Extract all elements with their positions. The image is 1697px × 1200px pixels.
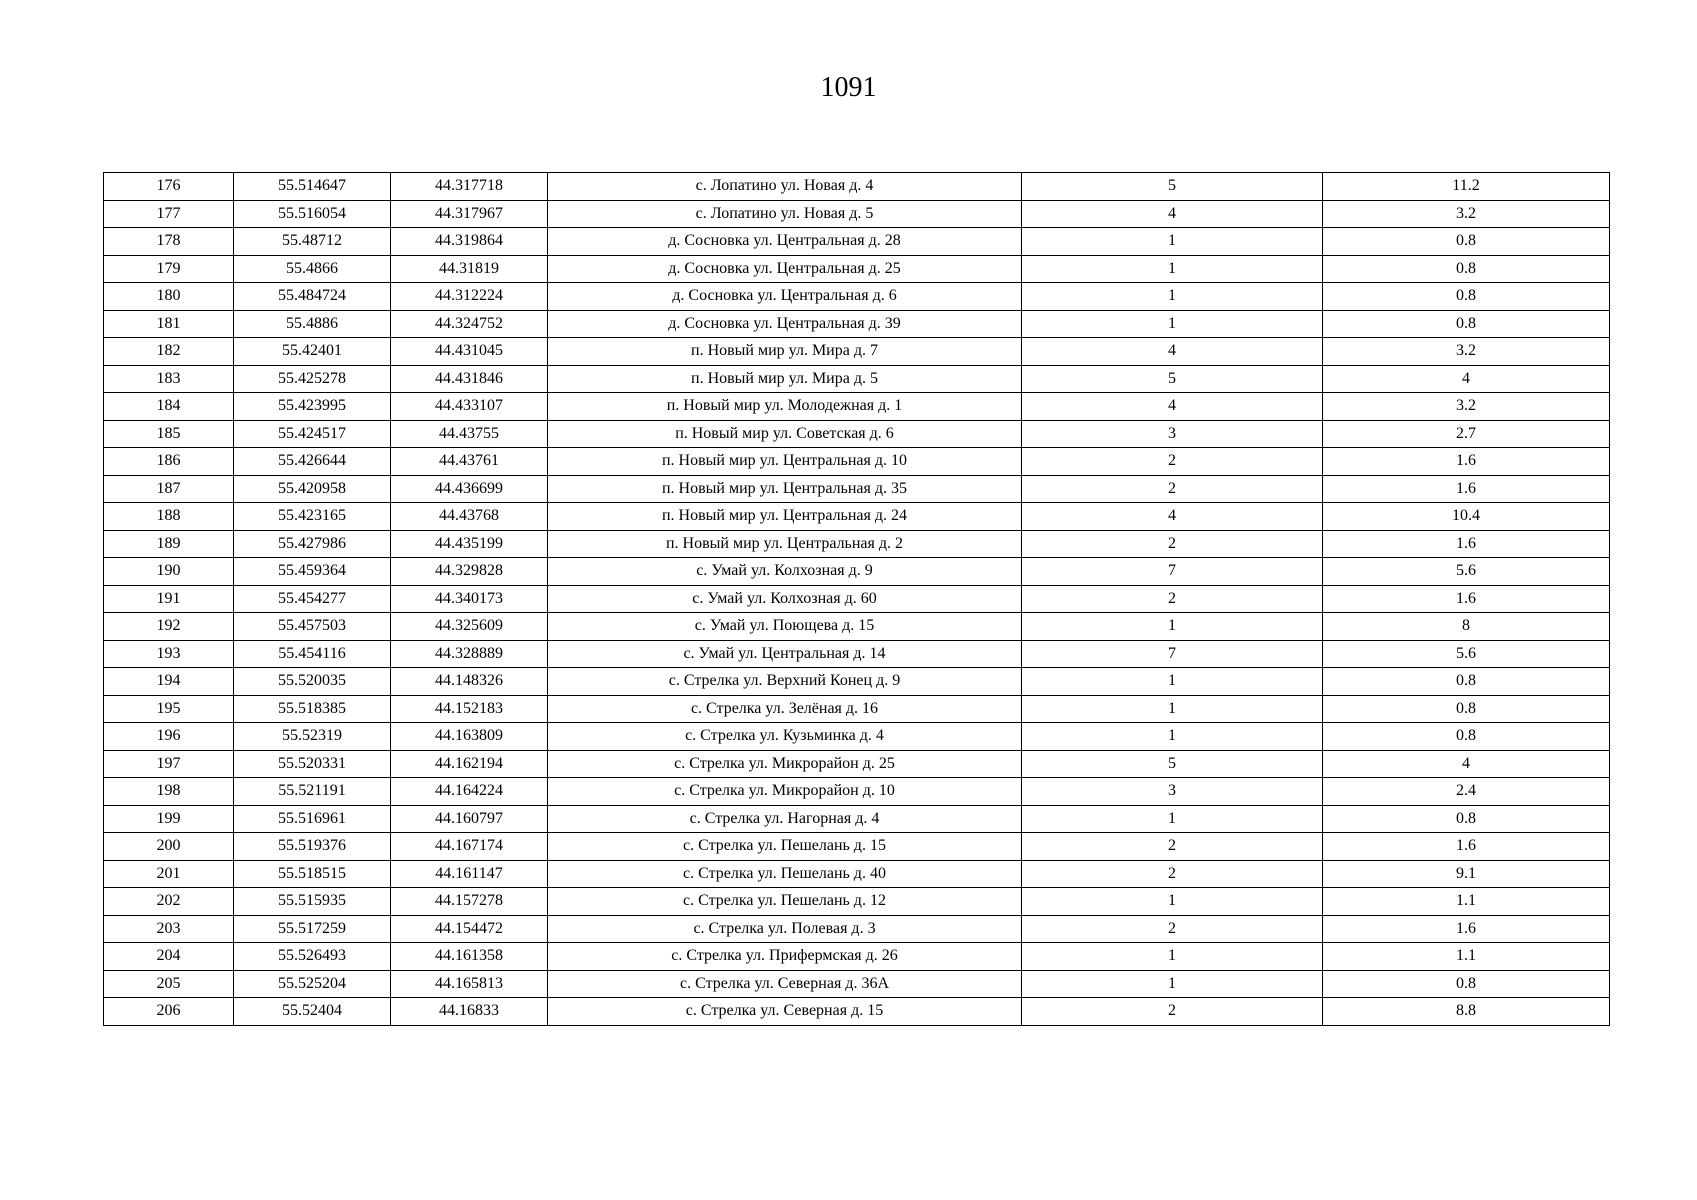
latitude-cell: 55.518385 [234,695,391,723]
longitude-cell: 44.319864 [391,228,548,256]
latitude-cell: 55.521191 [234,778,391,806]
longitude-cell: 44.43755 [391,420,548,448]
value-cell: 11.2 [1323,173,1610,201]
longitude-cell: 44.433107 [391,393,548,421]
longitude-cell: 44.16833 [391,998,548,1026]
value-cell: 1.6 [1323,915,1610,943]
address-cell: д. Сосновка ул. Центральная д. 28 [548,228,1022,256]
value-cell: 4 [1323,365,1610,393]
address-cell: с. Стрелка ул. Зелёная д. 16 [548,695,1022,723]
address-cell: с. Стрелка ул. Микрорайон д. 25 [548,750,1022,778]
row-number-cell: 185 [104,420,234,448]
address-cell: с. Стрелка ул. Северная д. 15 [548,998,1022,1026]
value-cell: 2.4 [1323,778,1610,806]
value-cell: 1.1 [1323,888,1610,916]
count-cell: 1 [1022,695,1323,723]
table-row [104,365,1610,393]
table-row [104,393,1610,421]
count-cell: 1 [1022,723,1323,751]
latitude-cell: 55.516961 [234,805,391,833]
count-cell: 1 [1022,310,1323,338]
address-cell: д. Сосновка ул. Центральная д. 25 [548,255,1022,283]
table-row [104,668,1610,696]
longitude-cell: 44.325609 [391,613,548,641]
address-cell: с. Стрелка ул. Пешелань д. 12 [548,888,1022,916]
row-number-cell: 192 [104,613,234,641]
latitude-cell: 55.4886 [234,310,391,338]
longitude-cell: 44.161147 [391,860,548,888]
latitude-cell: 55.426644 [234,448,391,476]
row-number-cell: 187 [104,475,234,503]
longitude-cell: 44.431846 [391,365,548,393]
address-cell: с. Стрелка ул. Пешелань д. 40 [548,860,1022,888]
longitude-cell: 44.161358 [391,943,548,971]
latitude-cell: 55.423995 [234,393,391,421]
table-row [104,805,1610,833]
value-cell: 3.2 [1323,200,1610,228]
page-number: 1091 [820,72,877,103]
latitude-cell: 55.52319 [234,723,391,751]
table-row [104,750,1610,778]
address-cell: д. Сосновка ул. Центральная д. 39 [548,310,1022,338]
value-cell: 0.8 [1323,228,1610,256]
table-row [104,915,1610,943]
value-cell: 3.2 [1323,338,1610,366]
table-row [104,200,1610,228]
value-cell: 0.8 [1323,723,1610,751]
row-number-cell: 200 [104,833,234,861]
count-cell: 1 [1022,888,1323,916]
row-number-cell: 202 [104,888,234,916]
count-cell: 2 [1022,530,1323,558]
address-cell: п. Новый мир ул. Мира д. 5 [548,365,1022,393]
count-cell: 1 [1022,943,1323,971]
latitude-cell: 55.520331 [234,750,391,778]
longitude-cell: 44.31819 [391,255,548,283]
count-cell: 2 [1022,915,1323,943]
table-row [104,833,1610,861]
value-cell: 0.8 [1323,283,1610,311]
latitude-cell: 55.4866 [234,255,391,283]
address-cell: п. Новый мир ул. Центральная д. 24 [548,503,1022,531]
table-row [104,173,1610,201]
table-row [104,970,1610,998]
count-cell: 2 [1022,448,1323,476]
latitude-cell: 55.459364 [234,558,391,586]
address-cell: п. Новый мир ул. Молодежная д. 1 [548,393,1022,421]
value-cell: 0.8 [1323,805,1610,833]
count-cell: 2 [1022,998,1323,1026]
latitude-cell: 55.427986 [234,530,391,558]
latitude-cell: 55.517259 [234,915,391,943]
row-number-cell: 188 [104,503,234,531]
latitude-cell: 55.454277 [234,585,391,613]
longitude-cell: 44.435199 [391,530,548,558]
address-cell: п. Новый мир ул. Центральная д. 35 [548,475,1022,503]
longitude-cell: 44.324752 [391,310,548,338]
address-cell: с. Лопатино ул. Новая д. 4 [548,173,1022,201]
address-cell: с. Лопатино ул. Новая д. 5 [548,200,1022,228]
row-number-cell: 178 [104,228,234,256]
count-cell: 4 [1022,503,1323,531]
row-number-cell: 198 [104,778,234,806]
row-number-cell: 179 [104,255,234,283]
address-cell: с. Стрелка ул. Полевая д. 3 [548,915,1022,943]
table-row [104,860,1610,888]
value-cell: 1.6 [1323,448,1610,476]
table-row [104,888,1610,916]
longitude-cell: 44.43761 [391,448,548,476]
count-cell: 1 [1022,805,1323,833]
latitude-cell: 55.526493 [234,943,391,971]
row-number-cell: 181 [104,310,234,338]
value-cell: 4 [1323,750,1610,778]
table-row [104,255,1610,283]
value-cell: 9.1 [1323,860,1610,888]
longitude-cell: 44.154472 [391,915,548,943]
address-cell: с. Стрелка ул. Нагорная д. 4 [548,805,1022,833]
value-cell: 0.8 [1323,668,1610,696]
value-cell: 0.8 [1323,695,1610,723]
value-cell: 8 [1323,613,1610,641]
count-cell: 1 [1022,668,1323,696]
longitude-cell: 44.317718 [391,173,548,201]
value-cell: 0.8 [1323,970,1610,998]
table-row [104,558,1610,586]
longitude-cell: 44.148326 [391,668,548,696]
row-number-cell: 197 [104,750,234,778]
address-cell: п. Новый мир ул. Центральная д. 10 [548,448,1022,476]
value-cell: 10.4 [1323,503,1610,531]
table-row [104,475,1610,503]
table-row [104,778,1610,806]
longitude-cell: 44.164224 [391,778,548,806]
latitude-cell: 55.42401 [234,338,391,366]
longitude-cell: 44.163809 [391,723,548,751]
row-number-cell: 190 [104,558,234,586]
row-number-cell: 182 [104,338,234,366]
address-cell: с. Умай ул. Центральная д. 14 [548,640,1022,668]
table-row [104,640,1610,668]
longitude-cell: 44.43768 [391,503,548,531]
latitude-cell: 55.515935 [234,888,391,916]
count-cell: 1 [1022,255,1323,283]
address-cell: с. Стрелка ул. Кузьминка д. 4 [548,723,1022,751]
address-cell: с. Стрелка ул. Пешелань д. 15 [548,833,1022,861]
value-cell: 2.7 [1323,420,1610,448]
address-cell: с. Стрелка ул. Верхний Конец д. 9 [548,668,1022,696]
row-number-cell: 176 [104,173,234,201]
row-number-cell: 183 [104,365,234,393]
table-row [104,310,1610,338]
count-cell: 2 [1022,860,1323,888]
latitude-cell: 55.518515 [234,860,391,888]
longitude-cell: 44.152183 [391,695,548,723]
value-cell: 1.6 [1323,585,1610,613]
value-cell: 1.6 [1323,475,1610,503]
count-cell: 2 [1022,585,1323,613]
address-cell: с. Стрелка ул. Прифермская д. 26 [548,943,1022,971]
latitude-cell: 55.423165 [234,503,391,531]
value-cell: 1.6 [1323,833,1610,861]
table-row [104,723,1610,751]
count-cell: 1 [1022,228,1323,256]
table-row [104,338,1610,366]
table-row [104,943,1610,971]
value-cell: 5.6 [1323,640,1610,668]
address-cell: д. Сосновка ул. Центральная д. 6 [548,283,1022,311]
latitude-cell: 55.420958 [234,475,391,503]
count-cell: 5 [1022,750,1323,778]
row-number-cell: 201 [104,860,234,888]
latitude-cell: 55.454116 [234,640,391,668]
row-number-cell: 177 [104,200,234,228]
address-cell: с. Умай ул. Поющева д. 15 [548,613,1022,641]
longitude-cell: 44.167174 [391,833,548,861]
table-body [104,173,1610,1026]
table-row [104,448,1610,476]
longitude-cell: 44.317967 [391,200,548,228]
longitude-cell: 44.328889 [391,640,548,668]
longitude-cell: 44.340173 [391,585,548,613]
longitude-cell: 44.431045 [391,338,548,366]
count-cell: 3 [1022,778,1323,806]
latitude-cell: 55.519376 [234,833,391,861]
value-cell: 1.1 [1323,943,1610,971]
longitude-cell: 44.160797 [391,805,548,833]
data-table-container [103,172,1609,1026]
row-number-cell: 204 [104,943,234,971]
count-cell: 4 [1022,200,1323,228]
row-number-cell: 195 [104,695,234,723]
longitude-cell: 44.162194 [391,750,548,778]
latitude-cell: 55.484724 [234,283,391,311]
latitude-cell: 55.516054 [234,200,391,228]
table-row [104,530,1610,558]
count-cell: 5 [1022,173,1323,201]
table-row [104,585,1610,613]
value-cell: 8.8 [1323,998,1610,1026]
address-cell: с. Умай ул. Колхозная д. 9 [548,558,1022,586]
table-row [104,998,1610,1026]
row-number-cell: 191 [104,585,234,613]
value-cell: 5.6 [1323,558,1610,586]
row-number-cell: 180 [104,283,234,311]
longitude-cell: 44.436699 [391,475,548,503]
latitude-cell: 55.457503 [234,613,391,641]
data-table [103,172,1610,1026]
latitude-cell: 55.48712 [234,228,391,256]
count-cell: 4 [1022,393,1323,421]
value-cell: 0.8 [1323,255,1610,283]
row-number-cell: 186 [104,448,234,476]
count-cell: 2 [1022,475,1323,503]
row-number-cell: 205 [104,970,234,998]
row-number-cell: 199 [104,805,234,833]
value-cell: 3.2 [1323,393,1610,421]
row-number-cell: 203 [104,915,234,943]
count-cell: 4 [1022,338,1323,366]
row-number-cell: 206 [104,998,234,1026]
count-cell: 3 [1022,420,1323,448]
longitude-cell: 44.165813 [391,970,548,998]
latitude-cell: 55.520035 [234,668,391,696]
address-cell: с. Стрелка ул. Микрорайон д. 10 [548,778,1022,806]
table-row [104,228,1610,256]
address-cell: с. Стрелка ул. Северная д. 36А [548,970,1022,998]
count-cell: 1 [1022,283,1323,311]
table-row [104,503,1610,531]
address-cell: п. Новый мир ул. Центральная д. 2 [548,530,1022,558]
latitude-cell: 55.52404 [234,998,391,1026]
row-number-cell: 194 [104,668,234,696]
row-number-cell: 189 [104,530,234,558]
latitude-cell: 55.514647 [234,173,391,201]
row-number-cell: 196 [104,723,234,751]
latitude-cell: 55.525204 [234,970,391,998]
table-row [104,420,1610,448]
longitude-cell: 44.157278 [391,888,548,916]
latitude-cell: 55.425278 [234,365,391,393]
address-cell: п. Новый мир ул. Мира д. 7 [548,338,1022,366]
table-row [104,695,1610,723]
count-cell: 2 [1022,833,1323,861]
count-cell: 7 [1022,640,1323,668]
longitude-cell: 44.329828 [391,558,548,586]
latitude-cell: 55.424517 [234,420,391,448]
address-cell: п. Новый мир ул. Советская д. 6 [548,420,1022,448]
table-row [104,283,1610,311]
address-cell: с. Умай ул. Колхозная д. 60 [548,585,1022,613]
count-cell: 5 [1022,365,1323,393]
count-cell: 7 [1022,558,1323,586]
row-number-cell: 193 [104,640,234,668]
row-number-cell: 184 [104,393,234,421]
count-cell: 1 [1022,970,1323,998]
count-cell: 1 [1022,613,1323,641]
table-row [104,613,1610,641]
value-cell: 0.8 [1323,310,1610,338]
value-cell: 1.6 [1323,530,1610,558]
longitude-cell: 44.312224 [391,283,548,311]
